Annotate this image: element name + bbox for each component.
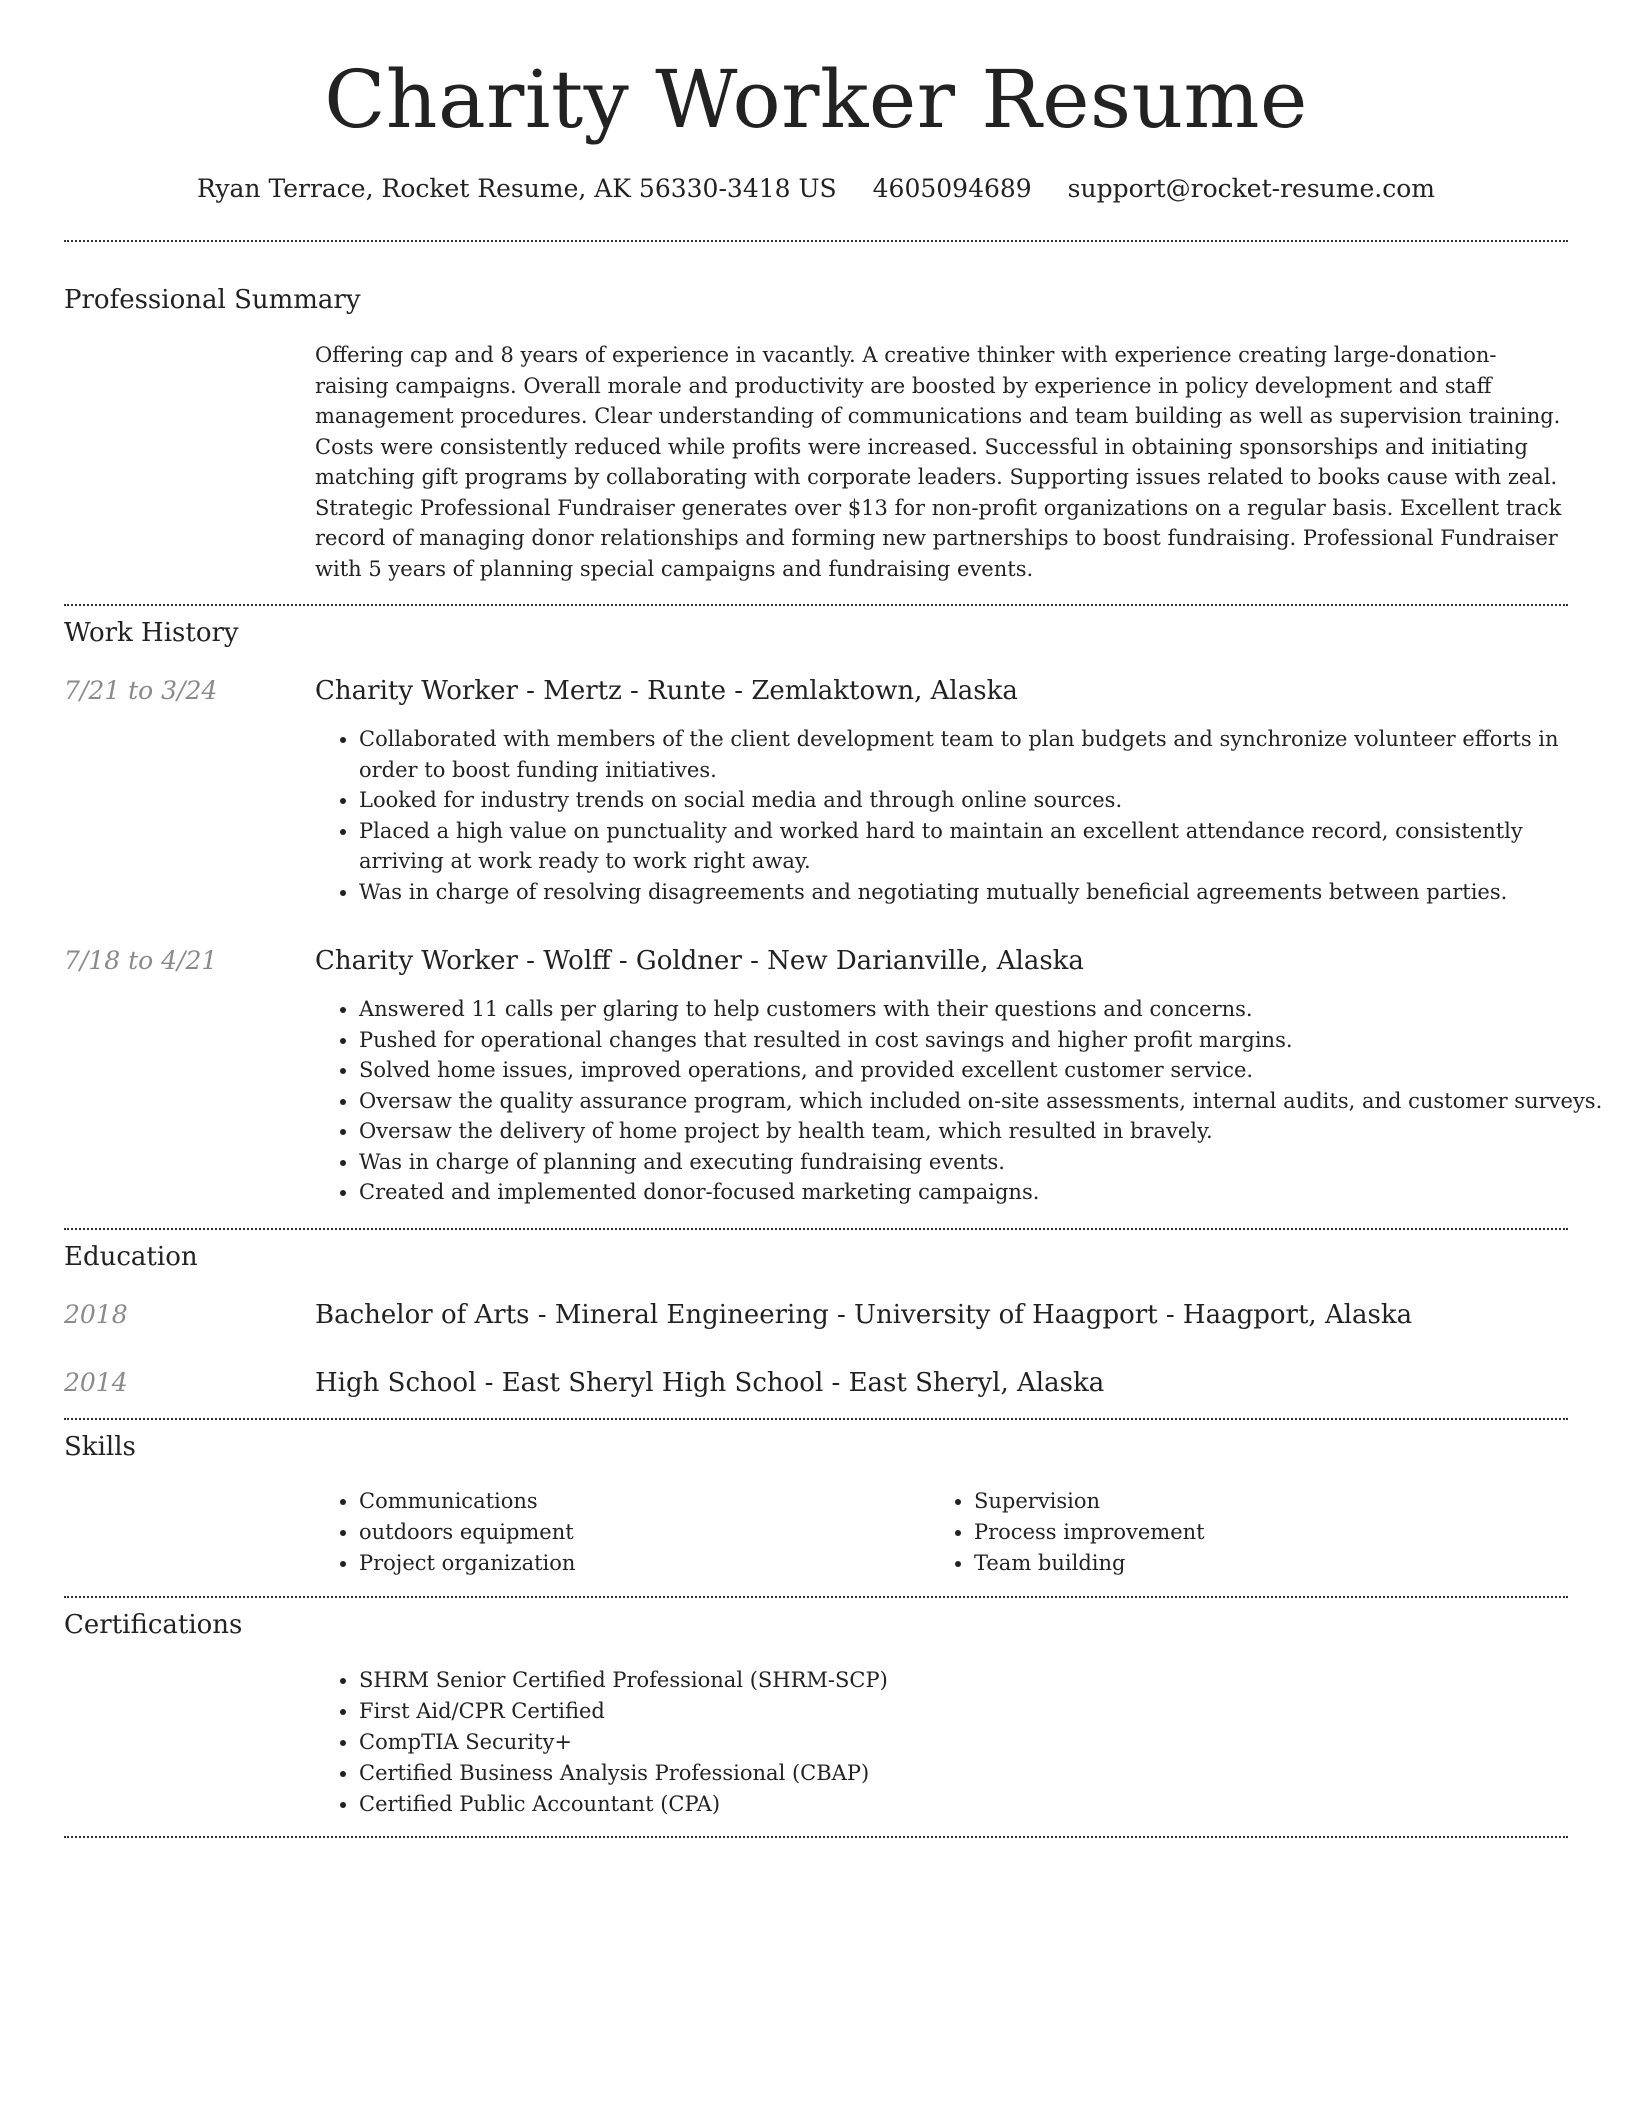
summary-heading: Professional Summary <box>64 285 361 315</box>
skills-list-left <box>315 1486 575 1579</box>
skills-list-right <box>930 1486 1205 1579</box>
certification-item: • First Aid/CPR Certified <box>359 1696 888 1727</box>
job-bullets <box>315 994 1609 1208</box>
job-bullet: • Was in charge of planning and executing fundraising events. <box>359 1147 1609 1178</box>
divider <box>64 604 1568 606</box>
job-dates: 7/18 to 4/21 <box>64 946 218 975</box>
job-bullet: • Oversaw the quality assurance program, which included on-site assessments, internal audits, and customer surveys. <box>359 1086 1609 1117</box>
divider <box>64 1596 1568 1598</box>
skill-item: • Process improvement <box>974 1517 1205 1548</box>
job-title: Charity Worker - Wolff - Goldner - New Darianville, Alaska <box>315 946 1084 976</box>
divider <box>64 1418 1568 1420</box>
skill-item: • outdoors equipment <box>359 1517 575 1548</box>
certification-item: • CompTIA Security+ <box>359 1727 888 1758</box>
email-text: support@rocket-resume.com <box>1067 174 1435 203</box>
job-bullet: • Placed a high value on punctuality and worked hard to maintain an excellent attendance record, consistently arriving at work ready to work right away. <box>359 816 1609 877</box>
skill-item: • Team building <box>974 1548 1205 1579</box>
job-bullet: • Was in charge of resolving disagreements and negotiating mutually beneficial agreements between parties. <box>359 877 1609 908</box>
certification-item: • SHRM Senior Certified Professional (SHRM-SCP) <box>359 1665 888 1696</box>
job-bullet: • Oversaw the delivery of home project by health team, which resulted in bravely. <box>359 1116 1609 1147</box>
education-entry: Bachelor of Arts - Mineral Engineering - University of Haagport - Haagport, Alaska <box>315 1300 1413 1330</box>
work-history-heading: Work History <box>64 618 239 648</box>
contact-line <box>0 172 1632 206</box>
skill-item: • Communications <box>359 1486 575 1517</box>
job-bullet: • Looked for industry trends on social media and through online sources. <box>359 785 1609 816</box>
divider <box>64 1836 1568 1838</box>
job-title: Charity Worker - Mertz - Runte - Zemlaktown, Alaska <box>315 676 1018 706</box>
certification-item: • Certified Public Accountant (CPA) <box>359 1789 888 1820</box>
summary-text: Offering cap and 8 years of experience in vacantly. A creative thinker with experience creating large-donation-raising campaigns. Overall morale and productivity are boosted by experience in policy development and staff management procedures. Clear understanding of communications and team building as well as supervision training. Costs were consistently reduced while profits were increased. Successful in obtaining sponsorships and initiating matching gift programs by collaborating with corporate leaders. Supporting issues related to books cause with zeal. Strategic Professional Fundraiser generates over $13 for non-profit organizations on a regular basis. Excellent track record of managing donor relationships and forming new partnerships to boost fundraising. Professional Fundraiser with 5 years of planning special campaigns and fundraising events. <box>315 343 1562 581</box>
education-year: 2014 <box>64 1368 128 1397</box>
skill-item: • Supervision <box>974 1486 1205 1517</box>
job-bullet: • Collaborated with members of the client development team to plan budgets and synchronize volunteer efforts in order to boost funding initiatives. <box>359 724 1609 785</box>
job-bullet: • Answered 11 calls per glaring to help customers with their questions and concerns. <box>359 994 1609 1025</box>
skill-item: • Project organization <box>359 1548 575 1579</box>
education-entry: High School - East Sheryl High School - East Sheryl, Alaska <box>315 1368 1105 1398</box>
education-year: 2018 <box>64 1300 128 1329</box>
certifications-list <box>315 1665 888 1820</box>
education-heading: Education <box>64 1242 198 1272</box>
job-bullet: • Created and implemented donor-focused marketing campaigns. <box>359 1177 1609 1208</box>
resume-title: Charity Worker Resume <box>324 53 1308 146</box>
certification-item: • Certified Business Analysis Professional (CBAP) <box>359 1758 888 1789</box>
job-dates: 7/21 to 3/24 <box>64 676 218 705</box>
job-bullet: • Solved home issues, improved operations, and provided excellent customer service. <box>359 1055 1609 1086</box>
address-text: Ryan Terrace, Rocket Resume, AK 56330-3418 US <box>197 174 837 203</box>
divider <box>64 240 1568 242</box>
job-bullet: • Pushed for operational changes that resulted in cost savings and higher profit margins. <box>359 1025 1609 1056</box>
skills-heading: Skills <box>64 1432 136 1462</box>
job-bullets <box>315 724 1609 907</box>
divider <box>64 1228 1568 1230</box>
certifications-heading: Certifications <box>64 1610 243 1640</box>
phone-text: 4605094689 <box>872 174 1032 203</box>
